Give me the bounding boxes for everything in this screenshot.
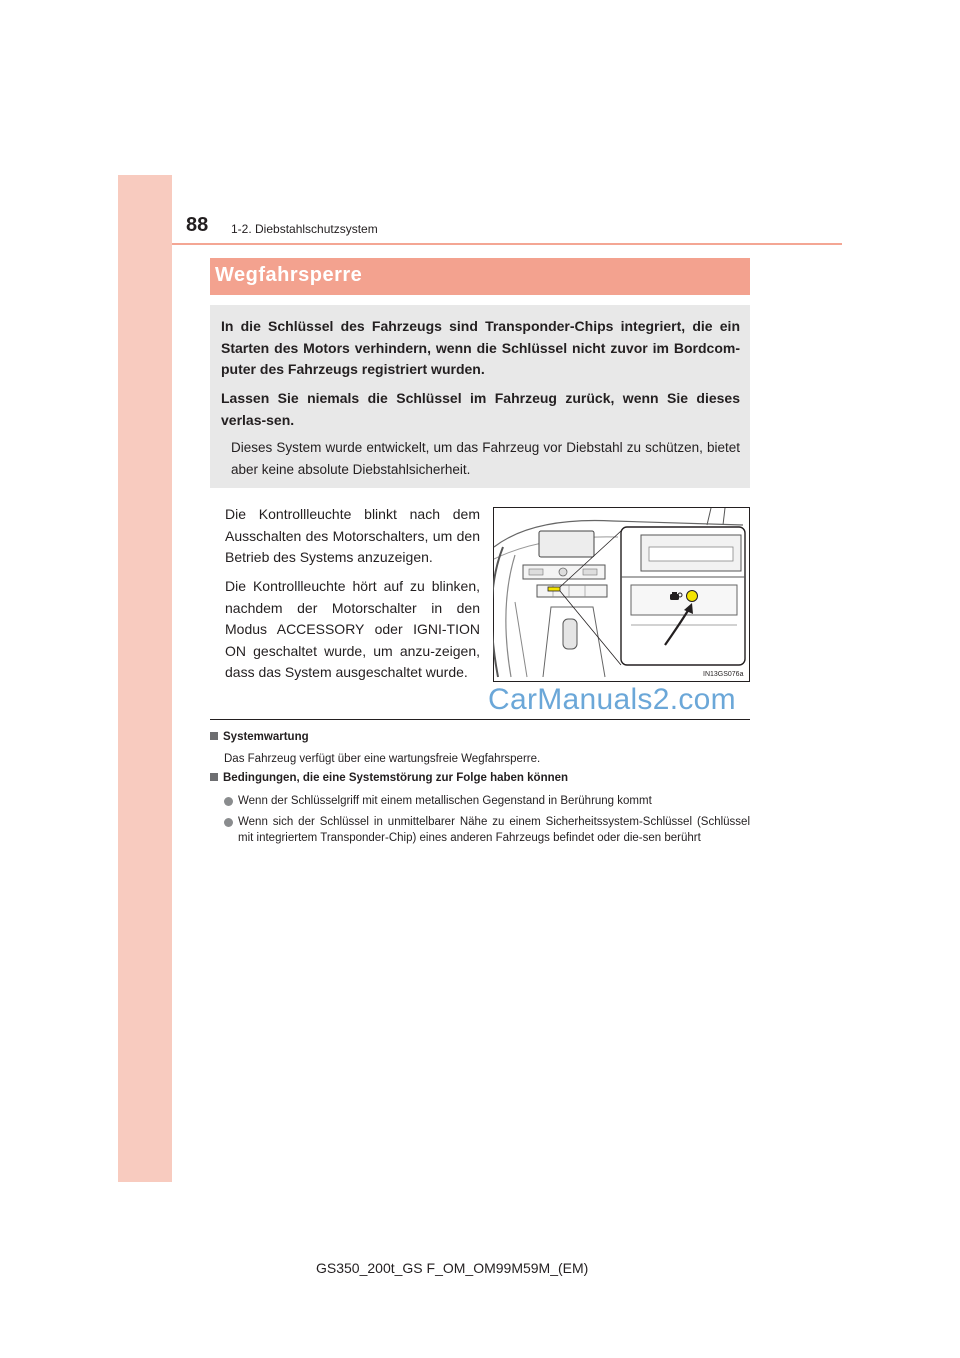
intro-box — [210, 305, 750, 488]
dashboard-illustration-svg — [493, 507, 750, 682]
section-separator — [210, 719, 750, 720]
conditions-heading-label: Bedingungen, die eine Systemstörung zur Folge haben können — [223, 772, 569, 784]
header-rule — [172, 243, 842, 245]
list-item — [224, 814, 750, 846]
page-title: Wegfahrsperre — [215, 264, 363, 286]
conditions-heading — [210, 772, 568, 784]
footer-document-code: GS350_200t_GS F_OM_OM99M59M_(EM) — [316, 1260, 589, 1276]
page-number: 88 — [186, 214, 209, 236]
watermark: CarManuals2.com — [488, 683, 736, 716]
round-bullet-icon — [224, 797, 233, 806]
intro-note: Dieses System wurde entwickelt, um das Fahrzeug vor Diebstahl zu schützen, bietet aber keine absolute Diebstahlsicherheit. — [231, 440, 740, 477]
maintenance-heading — [210, 731, 309, 743]
list-item — [224, 793, 750, 809]
maintenance-heading-label: Systemwartung — [223, 731, 309, 743]
list-item-text: Wenn sich der Schlüssel in unmittelbarer Nähe zu einem Sicherheitssystem-Schlüssel (Schlüssel mit integriertem Transponder-Chip) eines anderen Fahrzeugs befindet oder die-sen berührt — [238, 816, 750, 844]
list-item-text: Wenn der Schlüsselgriff mit einem metallischen Gegenstand in Berührung kommt — [238, 795, 652, 807]
round-bullet-icon — [224, 818, 233, 827]
security-indicator-light — [687, 591, 698, 602]
maintenance-text: Das Fahrzeug verfügt über eine wartungsfreie Wegfahrsperre. — [224, 753, 541, 765]
body-paragraph-stop: Die Kontrollleuchte hört auf zu blinken, nachdem der Motorschalter in den Modus ACCESSORY oder IGNI-TION ON geschaltet wurde, um anzu-zeigen, dass das System ausgeschaltet wurde. — [225, 578, 480, 681]
dashboard-illustration — [493, 507, 750, 682]
title-bar — [210, 258, 750, 295]
section-label: 1-2. Diebstahlschutzsystem — [231, 222, 378, 236]
intro-paragraph-warning: Lassen Sie niemals die Schlüssel im Fahrzeug zurück, wenn Sie dieses verlas-sen. — [221, 390, 740, 428]
square-bullet-icon — [210, 773, 218, 781]
side-color-band — [118, 175, 172, 1182]
square-bullet-icon — [210, 732, 218, 740]
figure-code: IN13GS076a — [703, 671, 744, 678]
intro-paragraph-transponder: In die Schlüssel des Fahrzeugs sind Transponder-Chips integriert, die ein Starten des Motors verhindern, wenn die Schlüssel nicht zuvor im Bordcom-puter des Fahrzeugs registriert wurden. — [221, 318, 740, 377]
body-paragraph-blink: Die Kontrollleuchte blinkt nach dem Ausschalten des Motorschalters, um den Betrieb des Systems anzuzeigen. — [225, 506, 480, 566]
